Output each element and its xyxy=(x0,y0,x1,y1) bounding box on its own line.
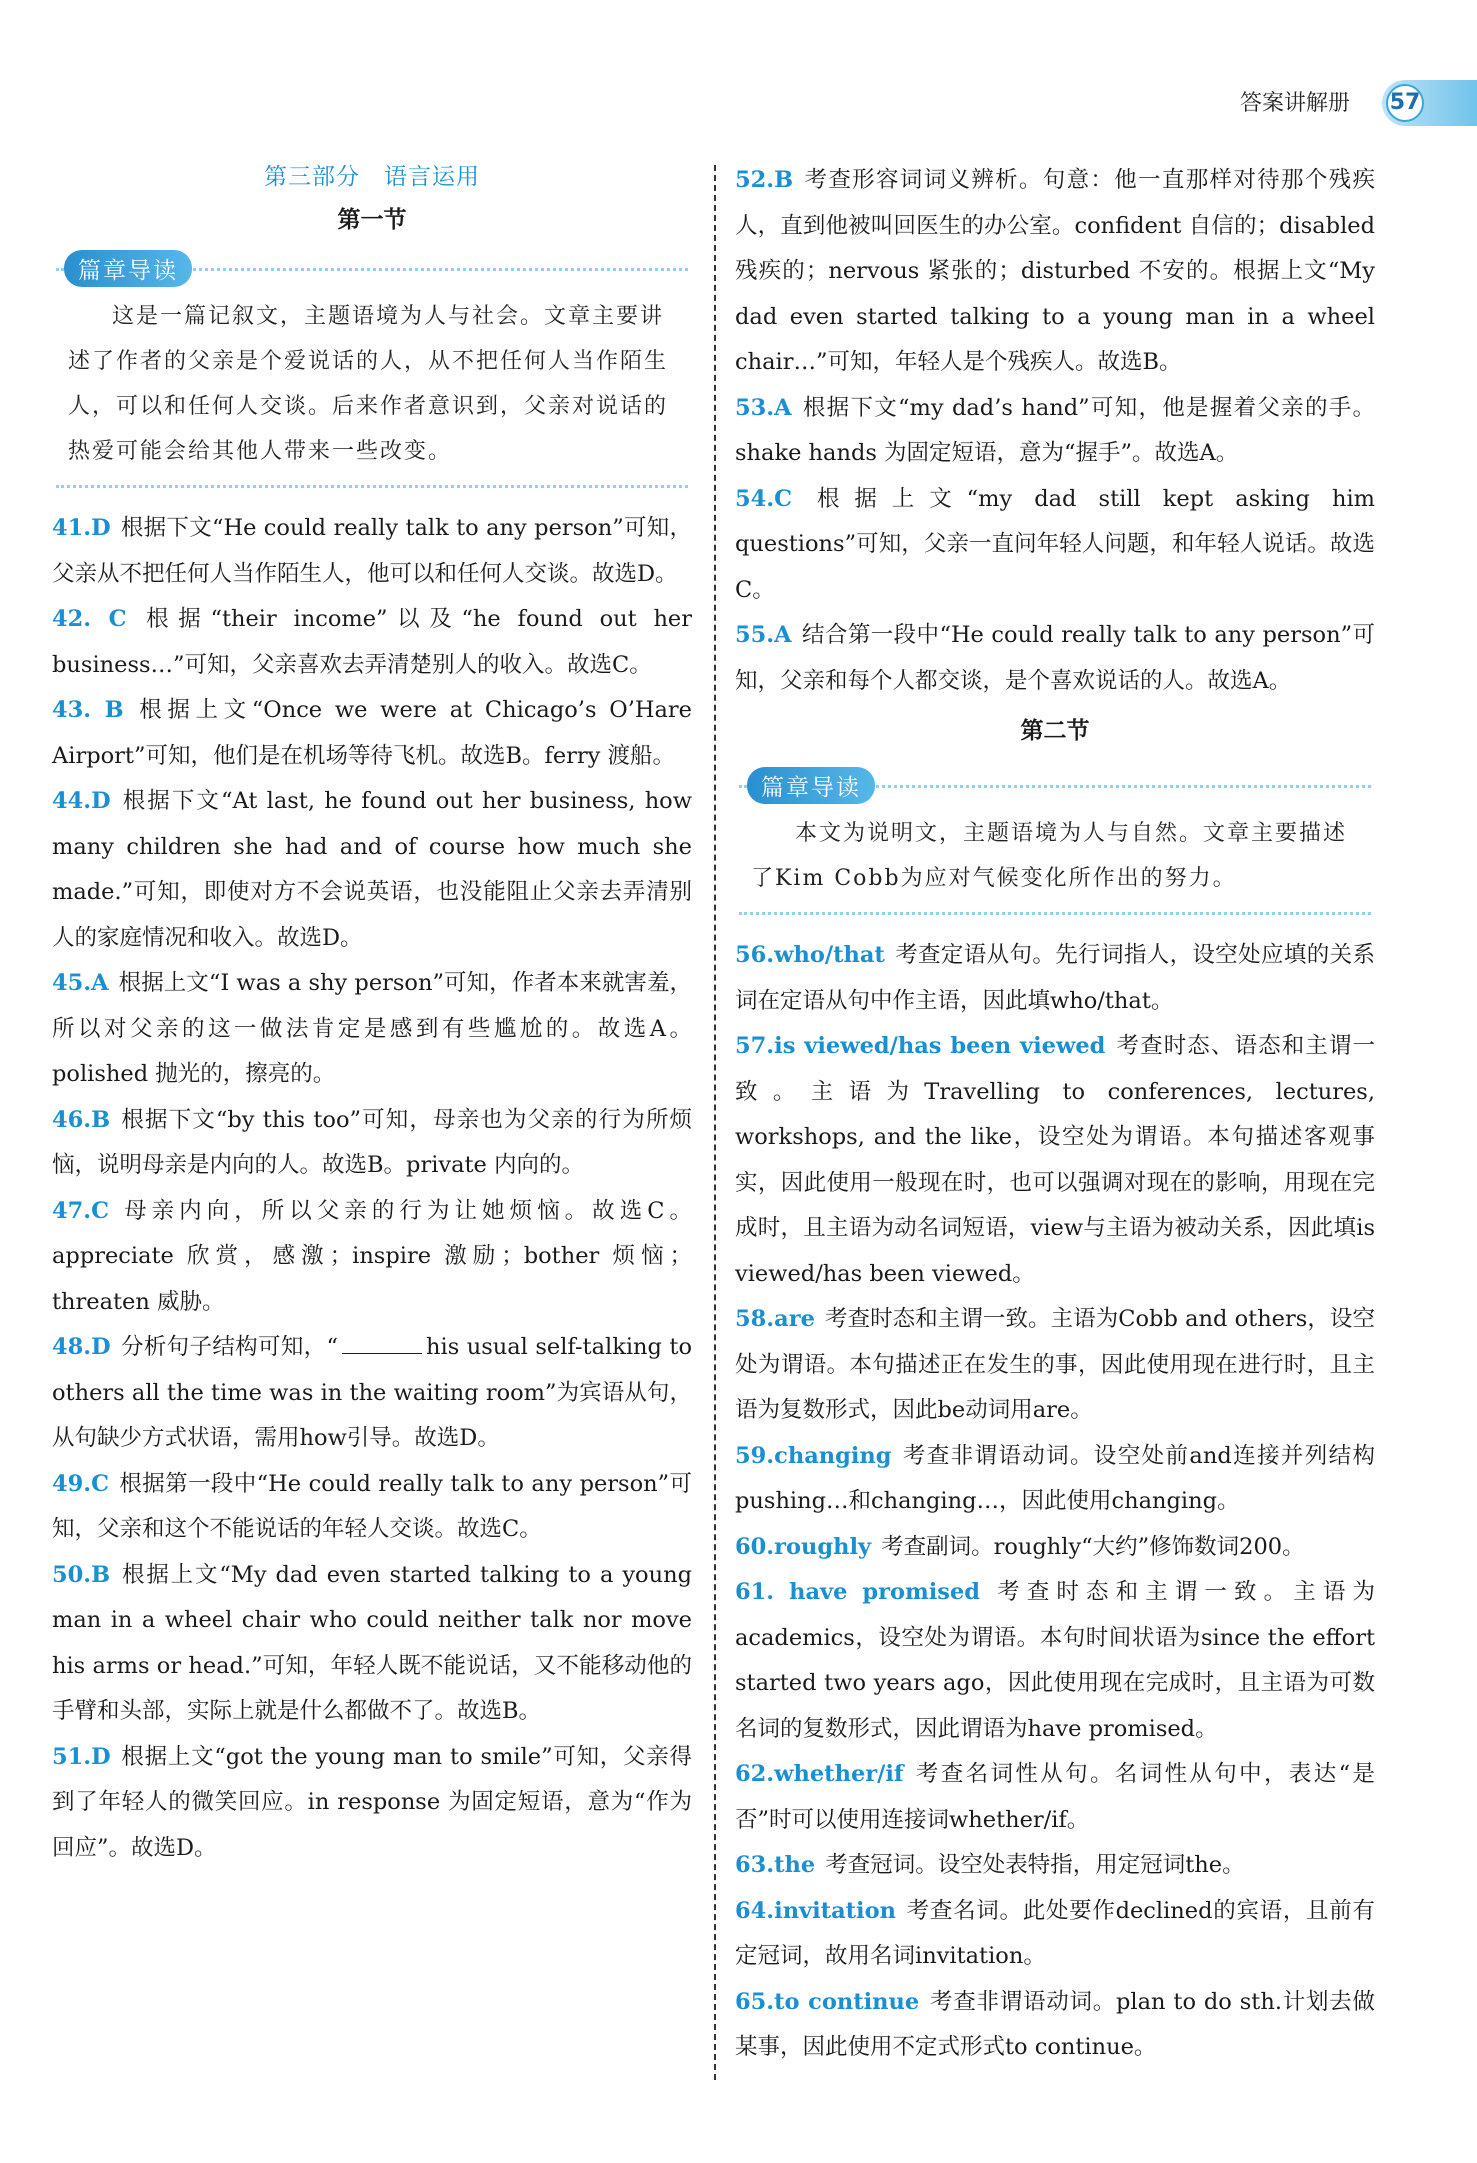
answer-explanation: 根据上文“my dad still kept asking him questions”可知，父亲一直问年轻人问题，和年轻人说话。故选C。 xyxy=(735,485,1375,603)
answer-explanation: 考查副词。roughly“大约”修饰数词200。 xyxy=(881,1533,1305,1560)
answer-explanation: 根据上文“I was a shy person”可知，作者本来就害羞，所以对父亲的这一做法肯定是感到有些尴尬的。故选A。polished 抛光的，擦亮的。 xyxy=(52,970,692,1087)
guide-label: 篇章导读 xyxy=(747,767,875,804)
answer-item xyxy=(52,1553,692,1735)
answer-item xyxy=(52,597,692,688)
answer-key: 45.A xyxy=(52,970,109,996)
answer-explanation: 考查定语从句。先行词指人，设空处应填的关系词在定语从句中作主语，因此填who/that。 xyxy=(735,942,1375,1014)
page-number: 57 xyxy=(1386,84,1424,122)
answer-item xyxy=(52,1462,692,1553)
answer-explanation: 根据下文“my dad’s hand”可知，他是握着父亲的手。shake hands 为固定短语，意为“握手”。故选A。 xyxy=(735,394,1375,466)
answer-item xyxy=(735,386,1375,477)
answer-item xyxy=(735,158,1375,386)
answer-explanation-start: 分析句子结构可知，“ xyxy=(120,1334,339,1360)
answer-item xyxy=(735,1434,1375,1525)
answer-key: 53.A xyxy=(735,394,792,421)
answer-item xyxy=(735,1570,1375,1752)
answer-item xyxy=(735,1525,1375,1571)
answer-key: 41.D xyxy=(52,515,111,541)
answer-item xyxy=(735,1843,1375,1889)
answer-explanation: 考查时态、语态和主谓一致。主语为Travelling to conferences, lectures, workshops, and the like，设空处为谓语。本句描述客观事实，因此使用一般现在时，也可以强调对现在的影响，用现在完成时，且主语为动名词短语，view与主语为被动关系，因此填is viewed/has been viewed。 xyxy=(735,1033,1375,1287)
answer-key: 65.to continue xyxy=(735,1988,920,2015)
answer-item xyxy=(52,779,692,961)
answer-key: 48.D xyxy=(52,1334,111,1360)
answer-explanation-end: his usual self-talking to others all the time was in the waiting room”为宾语从句，从句缺少方式状语，需用how引导。故选D。 xyxy=(52,1334,692,1451)
answer-item xyxy=(52,961,692,1098)
answer-explanation: 根据第一段中“He could really talk to any person”可知，父亲和这个不能说话的年轻人交谈。故选C。 xyxy=(52,1470,692,1542)
answer-item xyxy=(735,613,1375,704)
answer-key: 58.are xyxy=(735,1306,815,1332)
answer-explanation: 根据下文“At last, he found out her business, how many children she had and of course how much she made.”可知，即使对方不会说英语，也没能阻止父亲去弄清别人的家庭情况和收入。故选D。 xyxy=(52,788,692,951)
answer-explanation: 考查时态和主谓一致。主语为academics，设空处为谓语。本句时间状语为since the effort started two years ago，因此使用现在完成时，且主语为可数名词的复数形式，因此谓语为have promised。 xyxy=(735,1579,1375,1742)
answer-explanation: 考查形容词词义辨析。句意：他一直那样对待那个残疾人，直到他被叫回医生的办公室。confident 自信的；disabled 残疾的；nervous 紧张的；disturbed 不安的。根据上文“My dad even started talking to a young man in a wheel chair…”可知，年轻人是个残疾人。故选B。 xyxy=(735,167,1375,375)
answer-explanation: 根据上文“My dad even started talking to a young man in a wheel chair who could neither talk nor move his arms or head.”可知，年轻人既不能说话，又不能移动他的手臂和头部，实际上就是什么都做不了。故选B。 xyxy=(52,1561,692,1724)
answer-item xyxy=(52,688,692,779)
answer-key: 63.the xyxy=(735,1852,816,1878)
section-title-2: 第二节 xyxy=(1020,717,1090,744)
answer-item xyxy=(735,1980,1375,2071)
answer-explanation: 母亲内向，所以父亲的行为让她烦恼。故选C。appreciate 欣赏，感激；inspire 激励；bother 烦恼；threaten 威胁。 xyxy=(52,1197,692,1315)
answer-item xyxy=(52,1325,692,1462)
answer-item xyxy=(735,1889,1375,1980)
answer-explanation: 结合第一段中“He could really talk to any person”可知，父亲和每个人都交谈，是个喜欢说话的人。故选A。 xyxy=(735,622,1375,694)
answer-item xyxy=(735,1024,1375,1297)
answer-key: 59.changing xyxy=(735,1442,892,1469)
answer-explanation: 考查冠词。设空处表特指，用定冠词the。 xyxy=(825,1852,1245,1878)
page-number-tab xyxy=(1382,80,1477,126)
section-title-1: 第一节 xyxy=(337,206,407,233)
answer-item xyxy=(52,1189,692,1326)
answer-item xyxy=(735,1297,1375,1434)
answer-explanation: 根据下文“He could really talk to any person”可知，父亲从不把任何人当作陌生人，他可以和任何人交谈。故选D。 xyxy=(52,515,692,587)
answer-key: 49.C xyxy=(52,1470,110,1497)
chapter-guide-1 xyxy=(52,242,692,490)
answer-key: 47.C xyxy=(52,1197,110,1224)
part-title: 第三部分 语言运用 xyxy=(264,164,480,190)
booklet-title: 答案讲解册 xyxy=(1240,91,1351,116)
column-divider xyxy=(714,165,716,2080)
answer-item xyxy=(52,506,692,597)
chapter-guide-2 xyxy=(735,759,1375,917)
guide-text: 本文为说明文，主题语境为人与自然。文章主要描述了Kim Cobb为应对气候变化所作出的努力。 xyxy=(751,821,1348,891)
fill-blank xyxy=(342,1352,422,1354)
answer-key: 46.B xyxy=(52,1106,111,1133)
left-column xyxy=(52,158,692,1871)
answer-key: 54.C xyxy=(735,485,793,512)
answer-key: 55.A xyxy=(735,622,792,648)
answer-key: 57.is viewed/has been viewed xyxy=(735,1033,1106,1059)
answer-key: 56.who/that xyxy=(735,942,885,968)
answer-key: 44.D xyxy=(52,788,111,814)
answer-item xyxy=(735,933,1375,1024)
answer-key: 50.B xyxy=(52,1561,111,1588)
answer-item xyxy=(52,1098,692,1189)
answer-key: 60.roughly xyxy=(735,1533,872,1560)
answer-explanation: 根据上文“Once we were at Chicago’s O’Hare Airport”可知，他们是在机场等待飞机。故选B。ferry 渡船。 xyxy=(52,697,692,769)
answer-key: 51.D xyxy=(52,1743,111,1770)
guide-label: 篇章导读 xyxy=(64,250,192,287)
answer-explanation: 考查名词性从句。名词性从句中，表达“是否”时可以使用连接词whether/if。 xyxy=(735,1761,1375,1833)
answer-explanation: 考查非谓语动词。设空处前and连接并列结构pushing…和changing…，因此使用changing。 xyxy=(735,1442,1375,1514)
answer-item xyxy=(52,1735,692,1872)
answer-key: 52.B xyxy=(735,167,794,193)
answer-explanation: 考查时态和主谓一致。主语为Cobb and others，设空处为谓语。本句描述正在发生的事，因此使用现在进行时，且主语为复数形式，因此be动词用are。 xyxy=(735,1306,1375,1423)
answer-explanation: 考查名词。此处要作declined的宾语，且前有定冠词，故用名词invitation。 xyxy=(735,1897,1375,1969)
answer-item xyxy=(735,1752,1375,1843)
answer-key: 42. C xyxy=(52,606,127,632)
answer-key: 61. have promised xyxy=(735,1579,981,1605)
answer-key: 43. B xyxy=(52,697,124,723)
answer-explanation: 考查非谓语动词。plan to do sth.计划去做某事，因此使用不定式形式to continue。 xyxy=(735,1988,1376,2060)
answer-key: 64.invitation xyxy=(735,1897,896,1924)
answer-explanation: 根据“their income”以及“he found out her business…”可知，父亲喜欢去弄清楚别人的收入。故选C。 xyxy=(52,606,693,678)
answer-explanation: 根据上文“got the young man to smile”可知，父亲得到了年轻人的微笑回应。in response 为固定短语，意为“作为回应”。故选D。 xyxy=(52,1743,692,1861)
answer-key: 62.whether/if xyxy=(735,1761,904,1787)
guide-text: 这是一篇记叙文，主题语境为人与社会。文章主要讲述了作者的父亲是个爱说话的人，从不把任何人当作陌生人，可以和任何人交谈。后来作者意识到，父亲对说话的热爱可能会给其他人带来一些改变。 xyxy=(68,304,669,464)
right-column xyxy=(735,158,1375,2071)
answer-item xyxy=(735,477,1375,614)
answer-explanation: 根据下文“by this too”可知，母亲也为父亲的行为所烦恼，说明母亲是内向的人。故选B。private 内向的。 xyxy=(52,1106,692,1178)
